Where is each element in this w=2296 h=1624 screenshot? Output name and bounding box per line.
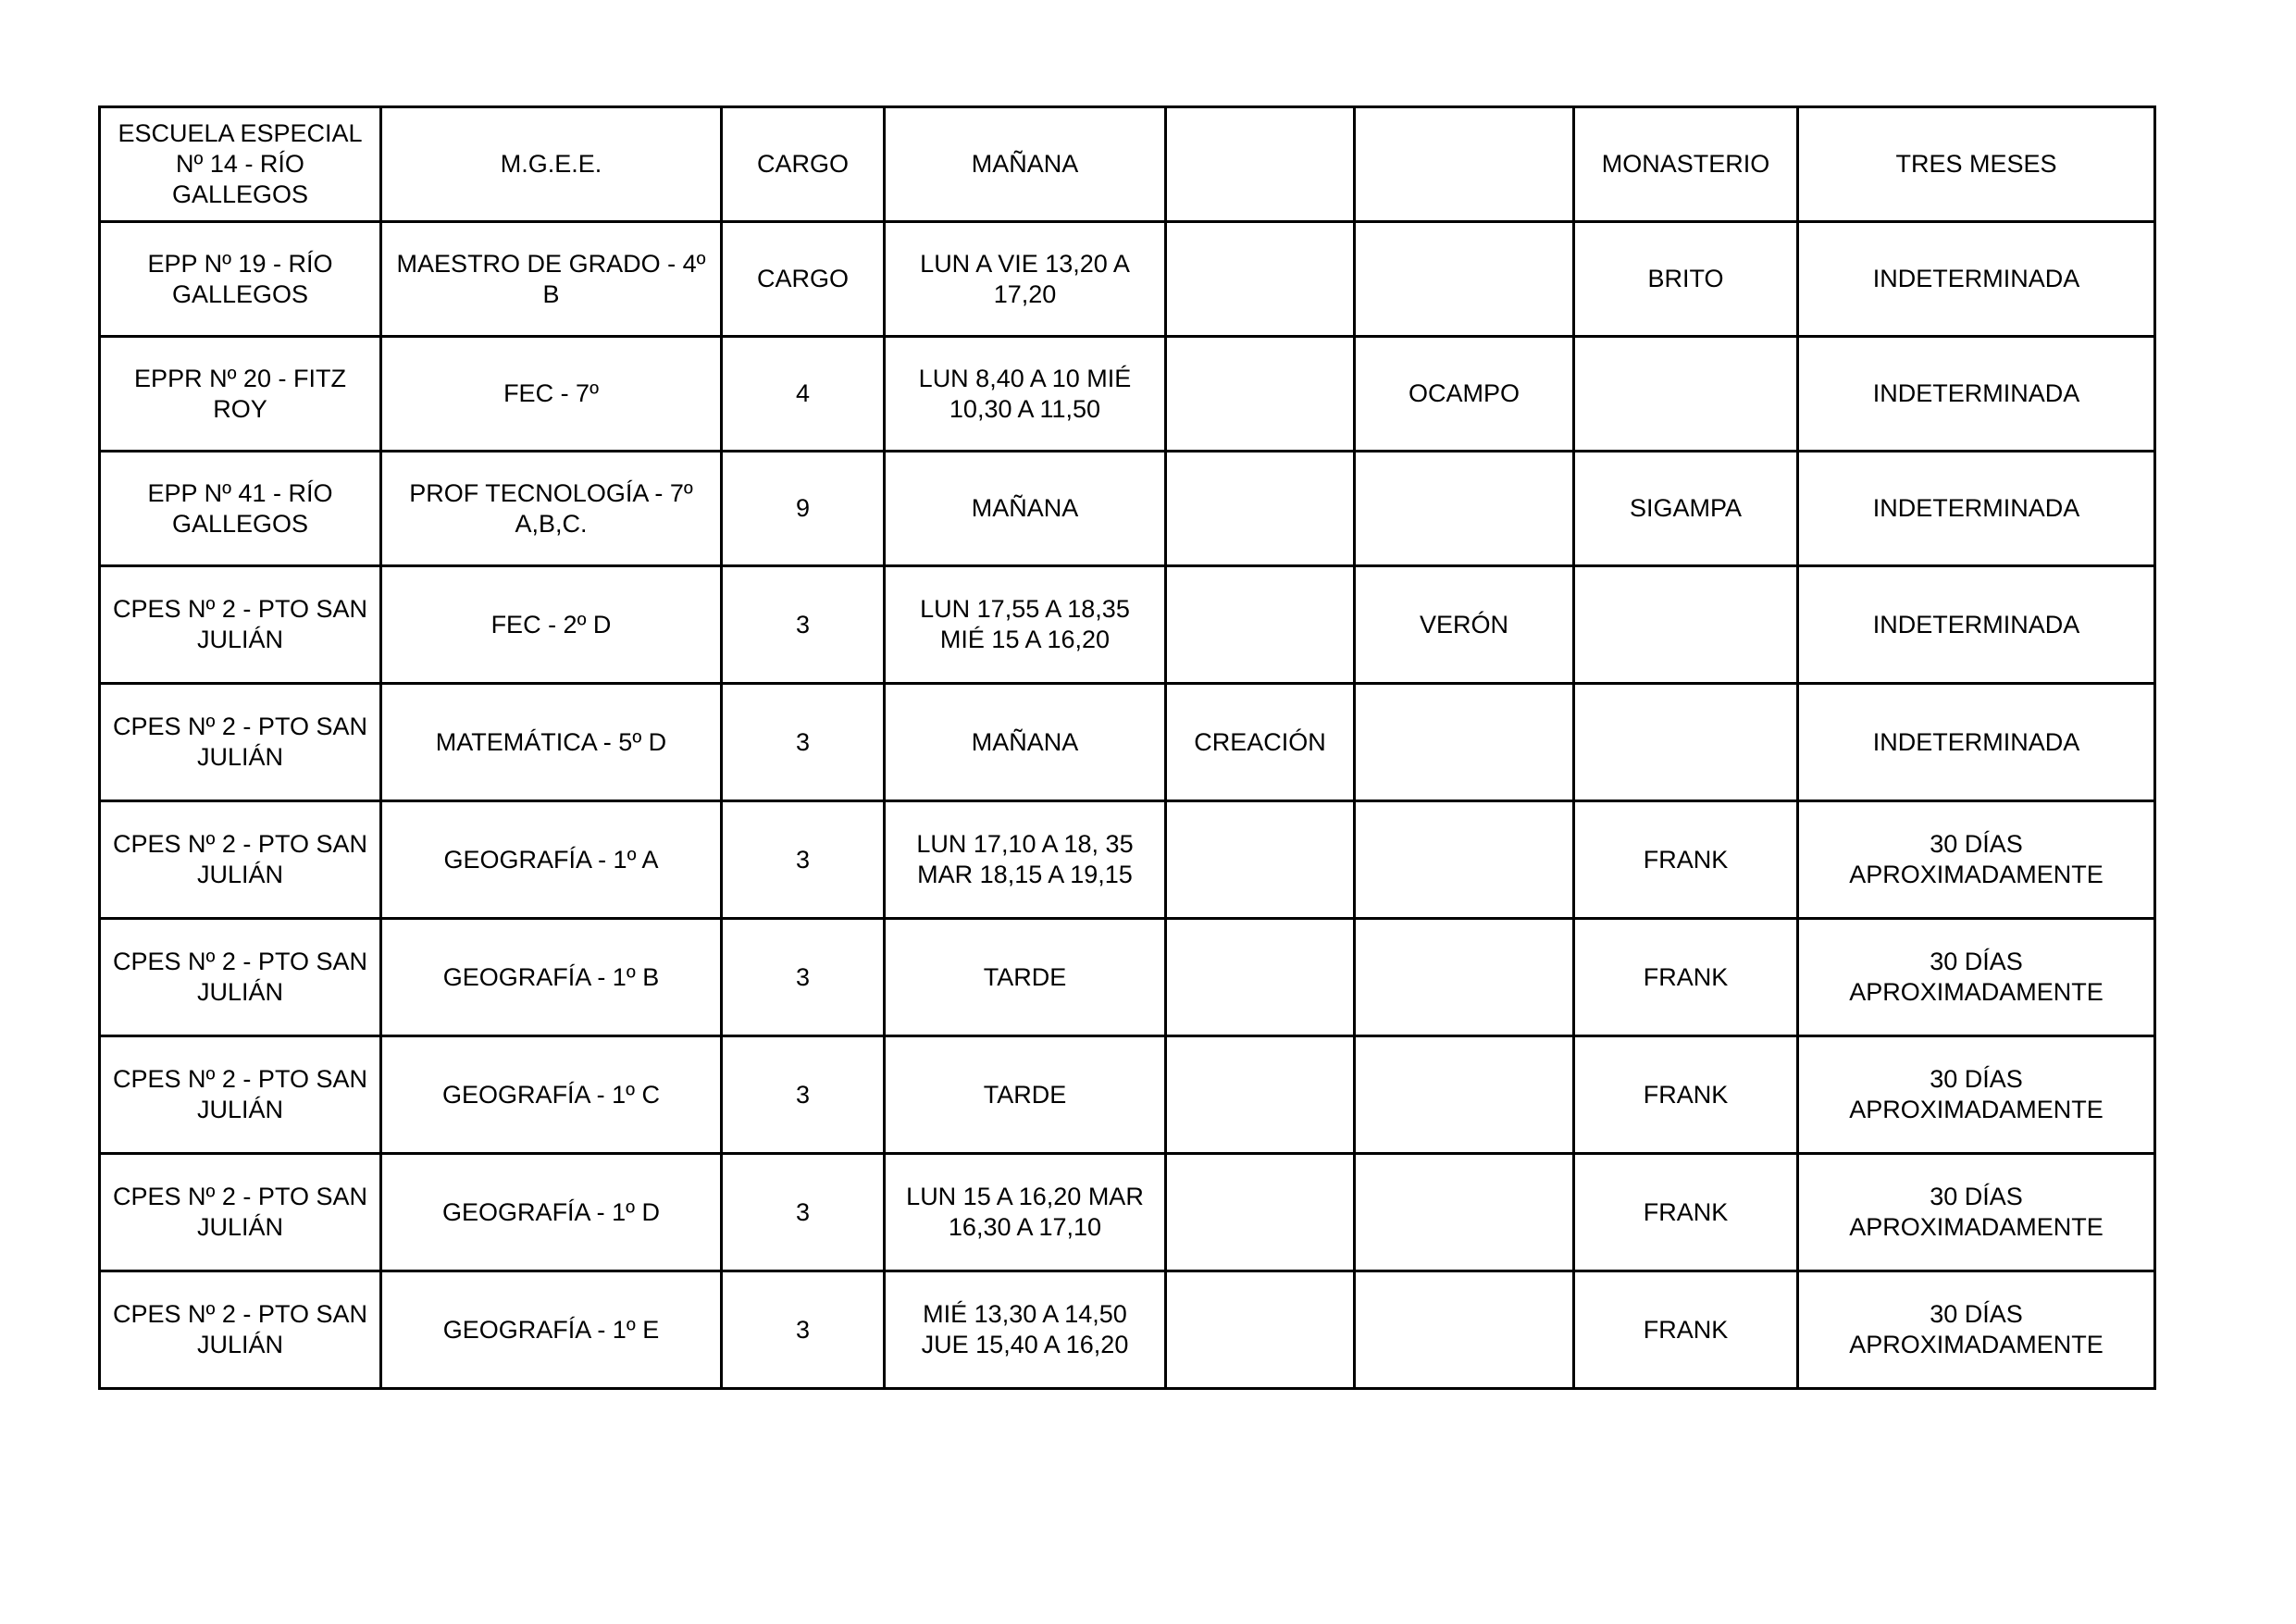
- cell-schedule: LUN 8,40 A 10 MIÉ 10,30 A 11,50: [885, 337, 1166, 452]
- cell-col5: [1166, 566, 1355, 684]
- table-row: [100, 801, 2155, 919]
- cell-teacher: MONASTERIO: [1574, 107, 1798, 222]
- cell-subject: GEOGRAFÍA - 1º A: [381, 801, 722, 919]
- cell-teacher: FRANK: [1574, 801, 1798, 919]
- cell-col5: [1166, 801, 1355, 919]
- cell-subject: MATEMÁTICA - 5º D: [381, 684, 722, 801]
- cell-teacher: FRANK: [1574, 1036, 1798, 1154]
- cell-school: CPES Nº 2 - PTO SAN JULIÁN: [100, 684, 381, 801]
- cell-hours: 3: [722, 801, 885, 919]
- cell-hours: 3: [722, 1036, 885, 1154]
- table-row: [100, 1036, 2155, 1154]
- cell-duration: TRES MESES: [1798, 107, 2155, 222]
- cell-teacher: [1574, 337, 1798, 452]
- cell-col5: [1166, 452, 1355, 566]
- cell-school: CPES Nº 2 - PTO SAN JULIÁN: [100, 1036, 381, 1154]
- cell-duration: INDETERMINADA: [1798, 452, 2155, 566]
- cell-hours: CARGO: [722, 222, 885, 337]
- cell-school: EPP Nº 41 - RÍO GALLEGOS: [100, 452, 381, 566]
- table-row: [100, 1271, 2155, 1389]
- table-row: [100, 1154, 2155, 1271]
- cell-teacher: FRANK: [1574, 1154, 1798, 1271]
- table-row: [100, 107, 2155, 222]
- cell-schedule: LUN 17,10 A 18, 35 MAR 18,15 A 19,15: [885, 801, 1166, 919]
- cell-school: CPES Nº 2 - PTO SAN JULIÁN: [100, 801, 381, 919]
- cell-teacher: SIGAMPA: [1574, 452, 1798, 566]
- cell-duration: 30 DÍAS APROXIMADAMENTE: [1798, 1271, 2155, 1389]
- cell-duration: INDETERMINADA: [1798, 222, 2155, 337]
- cell-duration: 30 DÍAS APROXIMADAMENTE: [1798, 801, 2155, 919]
- cell-subject: PROF TECNOLOGÍA - 7º A,B,C.: [381, 452, 722, 566]
- cell-subject: FEC - 2º D: [381, 566, 722, 684]
- cell-duration: 30 DÍAS APROXIMADAMENTE: [1798, 1154, 2155, 1271]
- table-row: [100, 919, 2155, 1036]
- cell-duration: 30 DÍAS APROXIMADAMENTE: [1798, 919, 2155, 1036]
- cell-col5: CREACIÓN: [1166, 684, 1355, 801]
- cell-hours: 3: [722, 1271, 885, 1389]
- cell-col5: [1166, 1154, 1355, 1271]
- cell-duration: INDETERMINADA: [1798, 337, 2155, 452]
- cell-school: CPES Nº 2 - PTO SAN JULIÁN: [100, 1154, 381, 1271]
- cell-schedule: MAÑANA: [885, 107, 1166, 222]
- cell-col5: [1166, 107, 1355, 222]
- cell-hours: 3: [722, 919, 885, 1036]
- table-body: [100, 107, 2155, 1389]
- cell-hours: 3: [722, 684, 885, 801]
- cell-schedule: LUN 17,55 A 18,35 MIÉ 15 A 16,20: [885, 566, 1166, 684]
- cell-schedule: LUN A VIE 13,20 A 17,20: [885, 222, 1166, 337]
- cell-col5: [1166, 1271, 1355, 1389]
- cell-col6: [1355, 684, 1574, 801]
- cell-col6: [1355, 452, 1574, 566]
- table-row: [100, 222, 2155, 337]
- cell-schedule: MIÉ 13,30 A 14,50 JUE 15,40 A 16,20: [885, 1271, 1166, 1389]
- cell-subject: GEOGRAFÍA - 1º E: [381, 1271, 722, 1389]
- cell-col6: OCAMPO: [1355, 337, 1574, 452]
- cell-school: ESCUELA ESPECIAL Nº 14 - RÍO GALLEGOS: [100, 107, 381, 222]
- cell-col5: [1166, 1036, 1355, 1154]
- cell-subject: MAESTRO DE GRADO - 4º B: [381, 222, 722, 337]
- cell-subject: GEOGRAFÍA - 1º B: [381, 919, 722, 1036]
- cell-col5: [1166, 919, 1355, 1036]
- cell-col6: [1355, 1154, 1574, 1271]
- cell-teacher: [1574, 684, 1798, 801]
- cell-subject: GEOGRAFÍA - 1º C: [381, 1036, 722, 1154]
- cell-col6: [1355, 1271, 1574, 1389]
- assignments-table: [98, 105, 2156, 1390]
- cell-schedule: TARDE: [885, 1036, 1166, 1154]
- cell-hours: 4: [722, 337, 885, 452]
- cell-col6: [1355, 801, 1574, 919]
- table-row: [100, 566, 2155, 684]
- cell-schedule: MAÑANA: [885, 684, 1166, 801]
- cell-hours: CARGO: [722, 107, 885, 222]
- cell-schedule: MAÑANA: [885, 452, 1166, 566]
- cell-teacher: [1574, 566, 1798, 684]
- cell-hours: 3: [722, 1154, 885, 1271]
- cell-school: CPES Nº 2 - PTO SAN JULIÁN: [100, 919, 381, 1036]
- cell-duration: 30 DÍAS APROXIMADAMENTE: [1798, 1036, 2155, 1154]
- cell-col6: [1355, 107, 1574, 222]
- cell-col6: VERÓN: [1355, 566, 1574, 684]
- cell-col5: [1166, 222, 1355, 337]
- cell-teacher: BRITO: [1574, 222, 1798, 337]
- cell-school: CPES Nº 2 - PTO SAN JULIÁN: [100, 1271, 381, 1389]
- cell-teacher: FRANK: [1574, 919, 1798, 1036]
- table-row: [100, 337, 2155, 452]
- table-row: [100, 452, 2155, 566]
- cell-subject: GEOGRAFÍA - 1º D: [381, 1154, 722, 1271]
- cell-hours: 9: [722, 452, 885, 566]
- cell-teacher: FRANK: [1574, 1271, 1798, 1389]
- cell-subject: FEC - 7º: [381, 337, 722, 452]
- cell-duration: INDETERMINADA: [1798, 566, 2155, 684]
- cell-schedule: TARDE: [885, 919, 1166, 1036]
- table-row: [100, 684, 2155, 801]
- cell-col6: [1355, 222, 1574, 337]
- cell-hours: 3: [722, 566, 885, 684]
- cell-school: CPES Nº 2 - PTO SAN JULIÁN: [100, 566, 381, 684]
- cell-col6: [1355, 919, 1574, 1036]
- cell-subject: M.G.E.E.: [381, 107, 722, 222]
- cell-duration: INDETERMINADA: [1798, 684, 2155, 801]
- cell-col6: [1355, 1036, 1574, 1154]
- cell-col5: [1166, 337, 1355, 452]
- cell-school: EPPR Nº 20 - FITZ ROY: [100, 337, 381, 452]
- cell-schedule: LUN 15 A 16,20 MAR 16,30 A 17,10: [885, 1154, 1166, 1271]
- cell-school: EPP Nº 19 - RÍO GALLEGOS: [100, 222, 381, 337]
